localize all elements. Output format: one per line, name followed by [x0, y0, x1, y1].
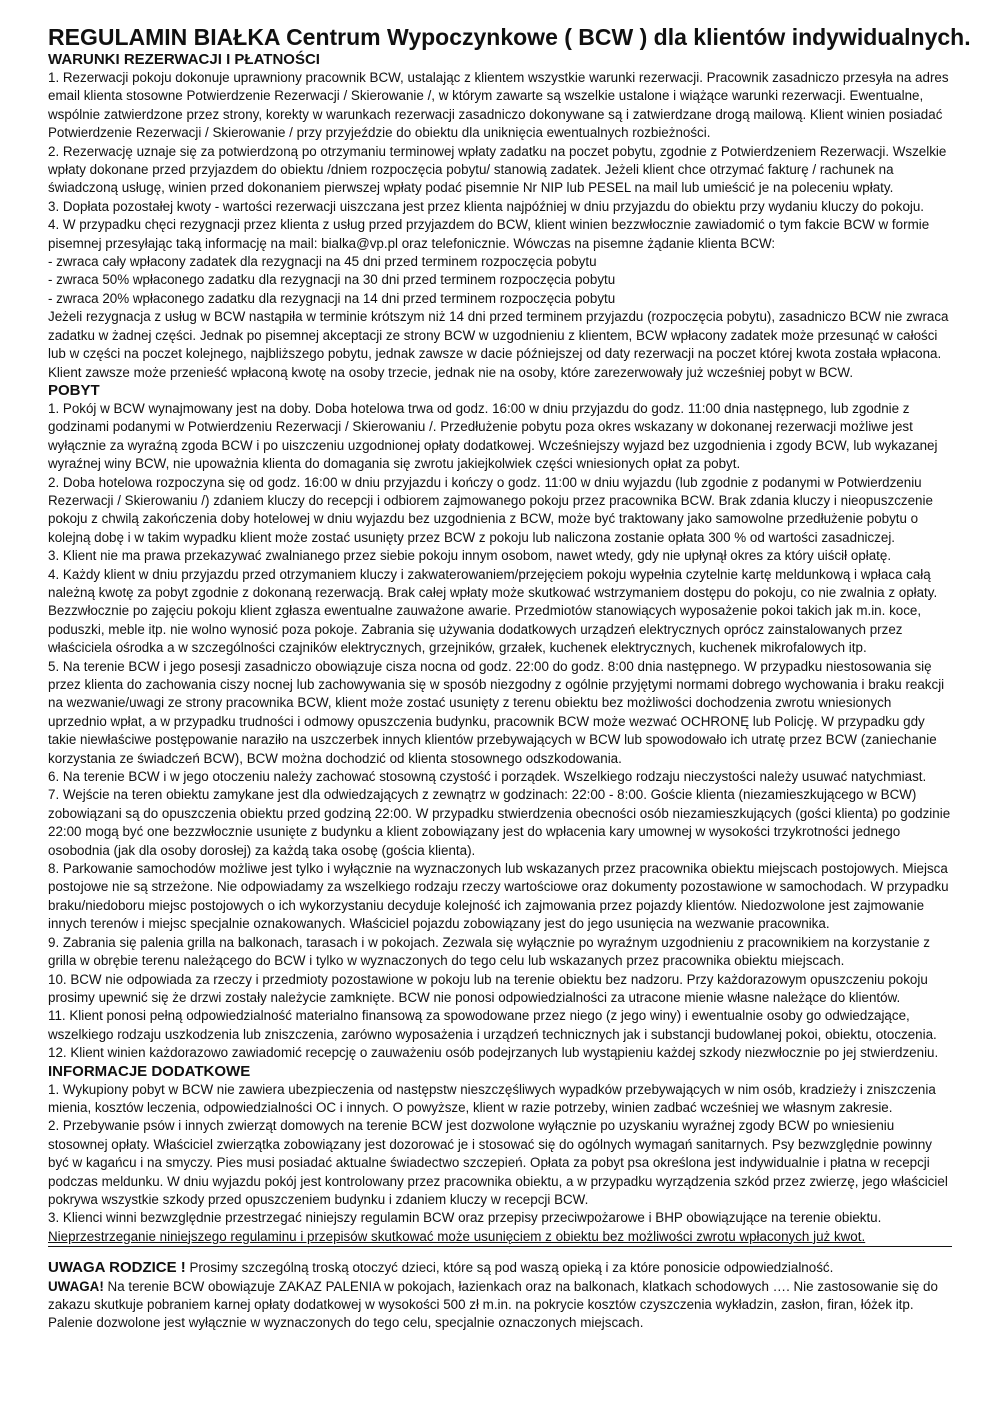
spacer: [48, 1251, 952, 1259]
notice-lead: UWAGA!: [48, 1278, 104, 1294]
paragraph: 1. Wykupiony pobyt w BCW nie zawiera ubezpieczenia od następstw nieszczęśliwych wypadków przebywających w nim osób, kradzieży i zniszczenia mienia, kosztów leczenia, odpowiedzialności OC i innych. O powyższe, klient w razie potrzeby, winien zadbać wcześniej we własnym zakresie.: [48, 1081, 936, 1115]
paragraph: 3. Klient nie ma prawa przekazywać zwalnianego przez siebie pokoju innym osobom, nawet wtedy, gdy nie upłynął okres za który uiścił opłatę.: [48, 548, 892, 564]
notice-text: Prosimy szczególną troską otoczyć dzieci, które są pod waszą opieką i za które ponosicie odpowiedzialność.: [185, 1260, 834, 1276]
section-heading: POBYT: [48, 381, 100, 399]
paragraph: 7. Wejście na teren obiektu zamykane jest dla odwiedzających z zewnątrz w godzinach: 22:00 - 8:00. Goście klienta (niezamieszkującego w BCW) zobowiązani są do opuszczenia obiektu przed godziną 22:00. W przypadku stwierdzenia obecności osób niezamieszkujących (gości klienta) po godzinie 22:00 mogą być one bezzwłocznie usunięte z budynku a klient zobowiązany jest do wpłacenia kary umownej w wysokości trzykrotności jednego osobodnia (jak dla osoby dorosłej) za każdą taka osobę (gościa klienta).: [48, 787, 951, 858]
paragraph: 5. Na terenie BCW i jego posesji zasadniczo obowiązuje cisza nocna od godz. 22:00 do godz. 8:00 dnia następnego. W przypadku niestosowania się przez klienta do zachowania ciszy nocnej lub zachowywania się w sposób niezgodny z ogólnie przyjętymi normami dobrego wychowania i braku reakcji na wezwanie/uwagi ze strony pracownika BCW, klient może zostać usunięty z terenu obiektu bez możliwości dochodzenia zwrotu wniesionych uprzednio wpłat, a w przypadku trudności i odmowy opuszczenia budynku, pracownik BCW może wezwać OCHRONĘ lub Policję. W przypadku gdy takie niewłaściwe postępowanie naraziło na uszczerbek innych klientów przebywających w BCW lub spowodowało ich utratę przez BCW (zaniechanie korzystania ze świadczeń BCW), BCW można dochodzić od klienta stosownego odszkodowania.: [48, 658, 945, 766]
paragraph: 8. Parkowanie samochodów możliwe jest tylko i wyłącznie na wyznaczonych lub wskazanych przez pracownika obiektu miejscach postojowych. Miejsca postojowe nie są strzeżone. Nie odpowiadamy za wszelkiego rodzaju rzeczy wartościowe oraz dokumenty pozostawione w samochodach. W przypadku braku/niedoboru miejsc postojowych o ich wykorzystaniu decyduje kolejność ich zajmowania przez pojazdy klientów. Niedozwolone jest zajmowanie innych terenów i miejsc specjalnie oznakowanych. Właściciel pojazdu zobowiązany jest do jego usunięcia na wezwanie pracownika.: [48, 861, 949, 932]
paragraph: 10. BCW nie odpowiada za rzeczy i przedmioty pozostawione w pokoju lub na terenie obiektu bez nadzoru. Przy każdorazowym opuszczeniu pokoju prosimy upewnić się że drzwi zostały należycie zamknięte. BCW nie ponosi odpowiedzialności za utracone mienie własne należące do klientów.: [48, 971, 928, 1005]
smoking-notice: [48, 1278, 952, 1333]
section-heading: WARUNKI REZERWACJI I PŁATNOŚCI: [48, 51, 320, 68]
parents-notice: [48, 1259, 952, 1277]
paragraph: Jeżeli rezygnacja z usług w BCW nastąpiła w terminie krótszym niż 14 dni przed terminem przyjazdu (rozpoczęcia pobytu), zasadniczo BCW nie zwraca zadatku w żadnej części. Jednak po pisemnej akceptacji ze strony BCW w uzgodnieniu z klientem, BCW wpłacony zadatek może przesunąć w całości lub w części na poczet kolejnego, najbliższego pobytu, jednak zawsze w dacie późniejszej od daty rezerwacji na poczet której kwota została wpłacona. Klient zawsze może przenieść wpłaconą kwotę na osoby trzecie, jednak nie na osoby, które zarezerwowały już wcześniej pobyt w BCW.: [48, 309, 949, 380]
section-reservation-payment: [48, 51, 952, 382]
paragraph: 2. Doba hotelowa rozpoczyna się od godz. 16:00 w dniu przyjazdu i kończy o godz. 11:00 w dniu wyjazdu (lub zgodnie z podanymi w Potwierdzeniu Rezerwacji / Skierowaniu /) zdaniem kluczy do recepcji i odbiorem zajmowanego pokoju przez pracownika BCW. Brak zdania kluczy i nieopuszczenie pokoju z chwilą zakończenia doby hotelowej w dniu wyjazdu bez uzgodnienia z BCW, może być traktowany jako samowolne przedłużenie pobytu o kolejną dobę i w takim wypadku klient może zostać usunięty przez BCW z pokoju lub naliczona zostanie opłata 300 % od wartości zasadniczej.: [48, 474, 933, 545]
paragraph: 4. Każdy klient w dniu przyjazdu przed otrzymaniem kluczy i zakwaterowaniem/przejęciem pokoju wypełnia czytelnie kartę meldunkową i wpłaca całą należną kwotę za pobyt zgodnie z dokonaną rezerwacją. Brak całej wpłaty może skutkować wstrzymaniem dostępu do pokoju, co nie zwalnia z opłaty. Bezzwłocznie po zajęciu pokoju klient zgłasza ewentualne zauważone awarie. Przedmiotów stanowiących wyposażenie pokoi takich jak m.in. koce, poduszki, meble itp. nie wolno wynosić poza pokoje. Zabrania się używania dodatkowych urządzeń elektrycznych oprócz zainstalowanych przez właściciela ośrodka a w szczególności czajników elektrycznych, grzejników, grzałek, kuchenek elektrycznych, kuchenek mikrofalowych itp.: [48, 566, 938, 656]
paragraph: 1. Rezerwacji pokoju dokonuje uprawniony pracownik BCW, ustalając z klientem wszystkie warunki rezerwacji. Pracownik zasadniczo przesyła na adres email klienta stosowne Potwierdzenie Rezerwacji / Skierowanie /, w którym zawarte są wszelkie ustalone i wiążące warunki rezerwacji. Ewentualne, wspólnie zatwierdzone przez strony, korekty w warunkach rezerwacji zasadniczo dokonywane są i zatwierdzane drogą mailową. Klient winien posiadać Potwierdzenie Rezerwacji / Skierowanie / przy przyjeździe do obiektu dla uniknięcia ewentualnych rozbieżności.: [48, 70, 949, 141]
refund-item: - zwraca 20% wpłaconego zadatku dla rezygnacji na 14 dni przed terminem rozpoczęcia pobytu: [48, 290, 616, 306]
section-additional-info: [48, 1063, 952, 1247]
notice-text: Na terenie BCW obowiązuje ZAKAZ PALENIA w pokojach, łazienkach oraz na balkonach, klatkach schodowych …. Nie zastosowanie się do zakazu skutkuje pobraniem karnej opłaty dodatkowej w wysokości 500 zł m.in. na pokrycie kosztów czyszczenia wykładzin, zasłon, firan, łóżek itp. Palenie dozwolone jest wyłącznie w wyznaczonych do tego celu, specjalnie oznaczonych miejscach.: [48, 1278, 938, 1331]
refund-item: - zwraca cały wpłacony zadatek dla rezygnacji na 45 dni przed terminem rozpoczęcia pobytu: [48, 254, 597, 270]
refund-item: - zwraca 50% wpłaconego zadatku dla rezygnacji na 30 dni przed terminem rozpoczęcia pobytu: [48, 272, 616, 288]
underlined-warning: Nieprzestrzeganie niniejszego regulaminu i przepisów skutkować może usunięciem z obiektu bez możliwości zwrotu wpłaconych już kwot.: [48, 1228, 866, 1244]
paragraph: 4. W przypadku chęci rezygnacji przez klienta z usług przed przyjazdem do BCW, klient winien bezzwłocznie zawiadomić o tym fakcie BCW w formie pisemnej przesyłając taką informację na mail: bialka@vp.pl oraz telefonicznie. Wówczas na pisemne żądanie klienta BCW:: [48, 217, 930, 251]
paragraph: 9. Zabrania się palenia grilla na balkonach, tarasach i w pokojach. Zezwala się wyłącznie po wyraźnym uzgodnieniu z pracownikiem na korzystanie z grilla w obrębie terenu należącego do BCW i tylko w wyznaczonych do tego celu lub wskazanych przez pracownika obiektu miejscach.: [48, 934, 930, 969]
divider: [48, 1246, 952, 1247]
section-heading: INFORMACJE DODATKOWE: [48, 1062, 251, 1080]
paragraph: 11. Klient ponosi pełną odpowiedzialność materialno finansową za spowodowane przez niego (z jego winy) i ewentualnie osoby go odwiedzające, wszelkiego rodzaju uszkodzenia lub zniszczenia, zarówno wyposażenia i urządzeń technicznych jak i substancji budowlanej pokoi, obiektu, otoczenia.: [48, 1008, 937, 1042]
paragraph: 12. Klient winien każdorazowo zawiadomić recepcję o zauważeniu osób podejrzanych lub wystąpieniu każdej szkody niezwłocznie po jej stwierdzeniu.: [48, 1045, 939, 1061]
paragraph: 3. Klienci winni bezwzględnie przestrzegać niniejszy regulamin BCW oraz przepisy przeciwpożarowe i BHP obowiązujące na terenie obiektu.: [48, 1210, 882, 1226]
notice-lead: UWAGA RODZICE !: [48, 1259, 186, 1277]
paragraph: 6. Na terenie BCW i w jego otoczeniu należy zachować stosowną czystość i porządek. Wszelkiego rodzaju nieczystości należy usuwać natychmiast.: [48, 769, 927, 785]
paragraph: 2. Rezerwację uznaje się za potwierdzoną po otrzymaniu terminowej wpłaty zadatku na poczet pobytu, zgodnie z Potwierdzeniem Rezerwacji. Wszelkie wpłaty dokonane przed przyjazdem do obiektu /dniem rozpoczęcia pobytu/ stanowią zadatek. Jeżeli klient chce otrzymać fakturę / rachunek na świadczoną usługę, winien przed dokonaniem pierwszej wpłaty podać pisemnie Nr NIP lub PESEL na mail lub umieścić je na poleceniu wpłaty.: [48, 143, 947, 196]
paragraph: 1. Pokój w BCW wynajmowany jest na doby. Doba hotelowa trwa od godz. 16:00 w dniu przyjazdu do godz. 11:00 dnia następnego, lub zgodnie z godzinami podanymi w Potwierdzeniu Rezerwacji / Skierowaniu /. Przedłużenie pobytu poza okres wskazany w dokonanej rezerwacji możliwe jest wyłącznie za wyraźną zgoda BCW i po uiszczeniu uzgodnionej opłaty dodatkowej. Wcześniejszy wyjazd bez uzgodnienia i zgody BCW, lub wykazanej wyraźnej winy BCW, nie upoważnia klienta do domagania się zwrotu jakiejkolwiek części wniesionych opłat za pobyt.: [48, 400, 938, 472]
section-stay: [48, 382, 952, 1063]
document-title: REGULAMIN BIAŁKA Centrum Wypoczynkowe ( BCW ) dla klientów indywidualnych.: [48, 24, 971, 50]
paragraph: 3. Dopłata pozostałej kwoty - wartości rezerwacji uiszczana jest przez klienta najpóźniej w dniu przyjazdu do obiektu przy wydaniu kluczy do pokoju.: [48, 198, 925, 214]
paragraph: 2. Przebywanie psów i innych zwierząt domowych na terenie BCW jest dozwolone wyłącznie po uzyskaniu wyraźnej zgody BCW po wniesieniu stosownej opłaty. Właściciel zwierzątka zobowiązany jest dozorować je i stosować się do ogólnych wymagań sanitarnych. Psy bezwzględnie powinny być w kagańcu i na smyczy. Pies musi posiadać aktualne świadectwo szczepień. Opłata za pobyt psa określona jest indywidualnie i płatna w recepcji podczas meldunku. W dniu wyjazdu pokój jest kontrolowany przez pracownika obiektu, a w przypadku wyrządzenia szkód przez zwierzę, jego właściciel pokrywa wszystkie szkody przed opuszczeniem budynku i zdaniem kluczy w recepcji BCW.: [48, 1118, 948, 1207]
